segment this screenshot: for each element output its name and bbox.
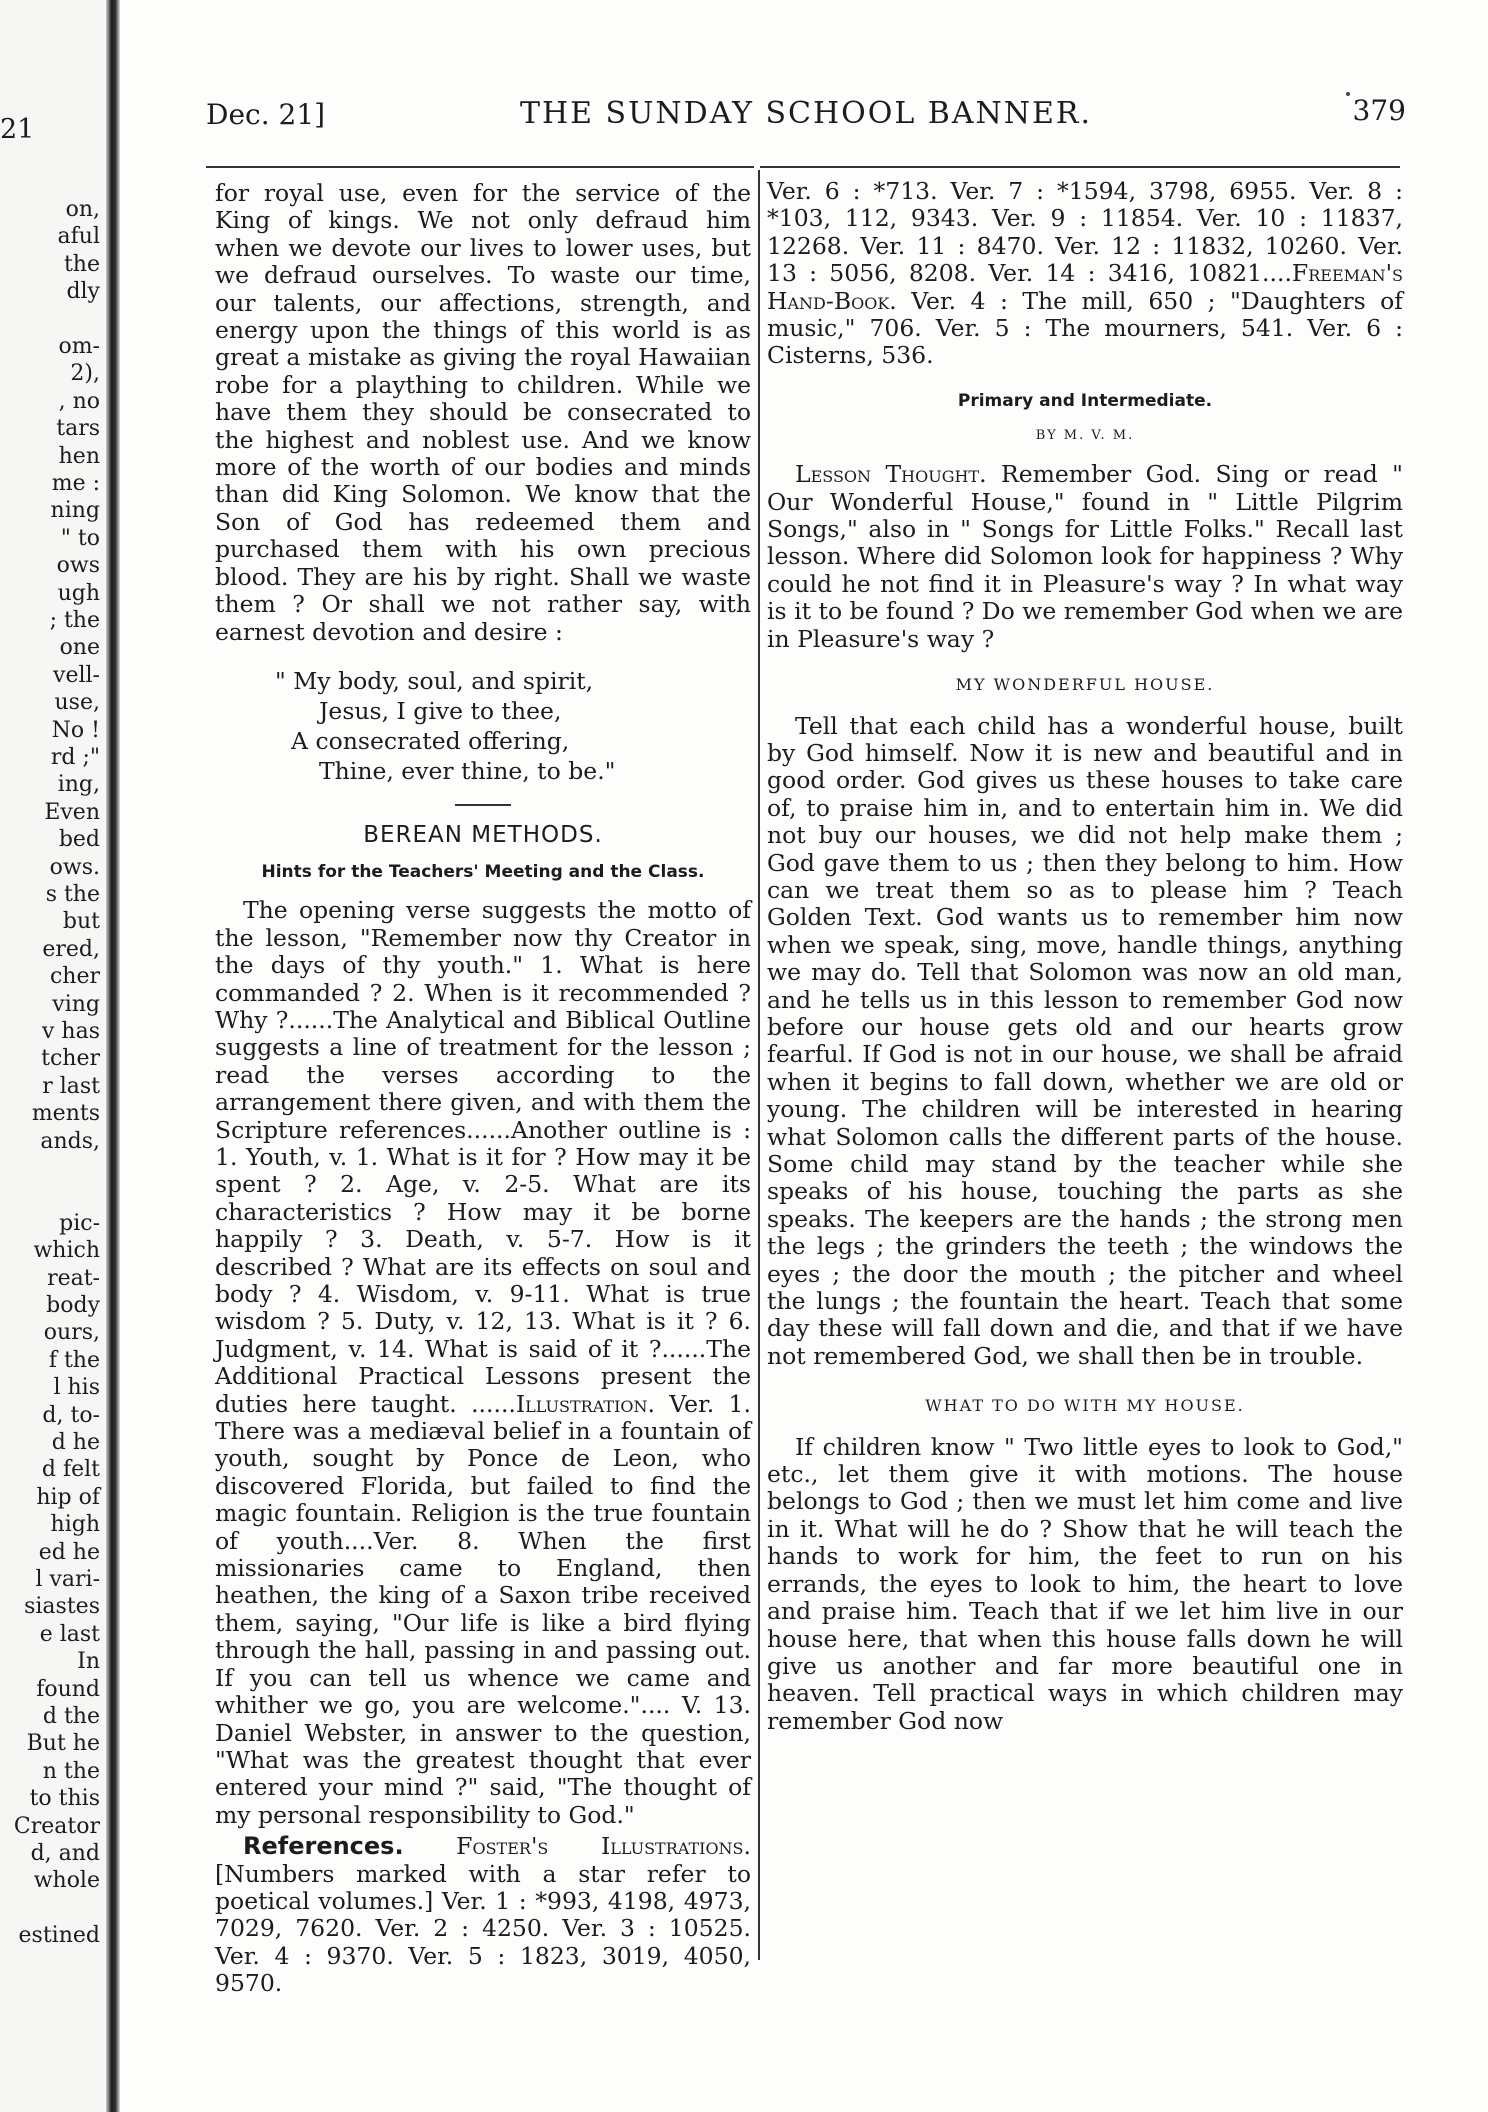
book-gutter xyxy=(106,0,120,2112)
previous-page-fragment: n the xyxy=(42,1758,100,1784)
references-body: [Numbers marked with a star refer to poetical volumes.] Ver. 1 : *993, 4198, 4973, 7029, 7620. Ver. 2 : 4250. Ver. 3 : 10525. Ver. 4 : 9370. Ver. 5 : 1823, 3019, 4050, 9570. xyxy=(215,1859,751,1998)
references-continued xyxy=(767,178,1403,370)
previous-page-fragment: bed xyxy=(58,827,100,853)
references-label: References. xyxy=(243,1832,404,1861)
previous-page-fragment: " to xyxy=(60,525,100,551)
previous-page-fragment: hen xyxy=(58,443,100,469)
previous-page-fragment: rd ;" xyxy=(50,745,100,770)
freeman-label: Freeman's Hand-Book. xyxy=(767,259,1403,315)
previous-page-fragment: found xyxy=(36,1676,100,1702)
previous-page-fragment: the xyxy=(63,251,100,277)
previous-page-fragment: ; the xyxy=(49,608,100,633)
section-subtitle: Hints for the Teachers' Meeting and the Class. xyxy=(261,862,705,883)
subheading: WHAT TO DO WITH MY HOUSE. xyxy=(925,1396,1245,1416)
header-date: Dec. 21] xyxy=(206,98,326,131)
previous-page-fragment: v has xyxy=(42,1019,100,1044)
previous-page-fragment: d felt xyxy=(41,1457,100,1483)
previous-page-fragment: tcher xyxy=(41,1046,100,1072)
previous-page-fragment: tars xyxy=(56,416,100,442)
previous-page-fragment: aful xyxy=(57,224,100,250)
berean-methods-body xyxy=(215,897,751,1829)
references-paragraph xyxy=(215,1833,751,1997)
page-header xyxy=(206,94,1406,138)
right-column xyxy=(767,178,1403,1735)
previous-page-fragment: ows. xyxy=(49,854,100,880)
previous-page-fragment: ing, xyxy=(57,772,100,798)
previous-page-fragment: ments xyxy=(31,1101,100,1127)
lesson-thought xyxy=(767,461,1403,653)
column-divider xyxy=(758,170,760,1960)
previous-page-fragment: In xyxy=(77,1649,100,1675)
previous-page-fragment: d, and xyxy=(30,1841,100,1866)
previous-page-fragment: high xyxy=(50,1512,100,1538)
header-rule-right xyxy=(760,166,1400,168)
page-number: 379 xyxy=(1352,94,1406,127)
previous-page-fragment: body xyxy=(46,1293,100,1318)
freeman-body: Ver. 4 : The mill, 650 ; "Daughters of music," 706. Ver. 5 : The mourners, 541. Ver. 6 : Cisterns, 536. xyxy=(767,286,1403,370)
previous-page-fragment: l his xyxy=(53,1375,100,1401)
previous-page-fragment: Even xyxy=(44,799,100,825)
previous-page-fragment: No ! xyxy=(51,717,100,743)
poem-line: A consecrated offering, xyxy=(291,726,570,755)
previous-page-fragment: f the xyxy=(48,1347,100,1373)
body-text: The opening verse suggests the motto of the lesson, "Remember now thy Creator in the days of thy youth." 1. What is here commanded ? 2. When is it recommended ? Why ?......The Analytical and Biblical Outline suggests a line of treatment for the lesson ; read the verses according to the arrangement there given, and with them the Scripture references......Another outline is : 1. Youth, v. 1. What is it for ? How may it be spent ? 2. Age, v. 2-5. What are its characteristics ? How may it be borne happily ? 3. Death, v. 5-7. How is it described ? What are its effects on soul and body ? 4. Wisdom, v. 9-11. What is true wisdom ? 5. Duty, v. 12, 13. What is it ? 6. Judgment, v. 14. What is said of it ?......The Additional Practical Lessons present the duties here taught. ...... xyxy=(215,896,751,1418)
previous-page-fragment: ugh xyxy=(57,580,100,606)
poem-line: " My body, soul, and spirit, xyxy=(275,666,594,695)
previous-page-fragment: 2), xyxy=(70,361,100,387)
previous-page-fragment: siastes xyxy=(24,1594,100,1620)
header-title: THE SUNDAY SCHOOL BANNER. xyxy=(519,96,1093,131)
previous-page-fragment: ands, xyxy=(40,1128,100,1154)
body-text: Ver. 1. There was a mediæval belief in a fountain of youth, sought by Ponce de Leon, who discovered Florida, but failed to find the magic fountain. Religion is the true fountain of youth....Ver. 8. When the first missionaries came to England, then heathen, the king of a Saxon tribe received them, saying, "Our life is like a bird flying through the hall, passing in and passing out. If you can tell us whence we came and whither we go, you are welcome.".... V. 13. Daniel Webster, in answer to the question, "What was the greatest thought that ever entered your mind ?" said, "The thought of my personal responsibility to God." xyxy=(215,1389,751,1829)
previous-page-fragment: ed he xyxy=(38,1539,100,1565)
previous-page-fragment: ving xyxy=(52,991,100,1017)
opening-paragraph: for royal use, even for the service of the King of kings. We not only defraud him when we devote our lives to lower uses, but we defraud ourselves. To waste our time, our talents, our affections, strength, and energy upon the things of this world is as great a mistake as giving the royal Hawaiian robe for a plaything to children. While we have them they should be consecrated to the highest and noblest use. And we know more of the worth of our bodies and minds than did King Solomon. We know that the Son of God has redeemed them and purchased them with his own precious blood. They are his by right. Shall we waste them ? Or shall we not rather say, with earnest devotion and desire : xyxy=(215,179,751,646)
previous-page-fragment: cher xyxy=(49,964,100,990)
previous-page-fragment: s the xyxy=(45,882,100,907)
header-rule-left xyxy=(206,166,754,168)
section-title: BEREAN METHODS. xyxy=(363,821,603,848)
previous-page-fragment: ered, xyxy=(42,936,100,962)
what-to-do-body: If children know " Two little eyes to look to God," etc., let them give it with motions. The house belongs to God ; then we must let him come and live in it. What will he do ? Show that he will teach the hands to work for him, the feet to run on his errands, the eyes to look to him, the heart to love and praise him. Teach that if we let him live in our house here, that when this house falls down he will give us another and far more beautiful one in heaven. Tell practical ways in which children may remember God now xyxy=(767,1432,1403,1735)
illustration-label: Illustration. xyxy=(515,1389,655,1418)
previous-page-fragment: to this xyxy=(29,1786,100,1812)
references-list: Ver. 6 : *713. Ver. 7 : *1594, 3798, 6955. Ver. 8 : *103, 112, 9343. Ver. 9 : 11854. Ver. 10 : 11837, 12268. Ver. 11 : 8470. Ver. 12 : 11832, 10260. Ver. 13 : 5056, 8208. Ver. 14 : 3416, 10821.... xyxy=(767,177,1403,288)
previous-page-fragment: ows xyxy=(56,553,100,579)
poem-line: Jesus, I give to thee, xyxy=(319,696,562,725)
previous-page-fragment: r last xyxy=(42,1073,100,1099)
page xyxy=(120,0,1488,2112)
wonderful-house-body: Tell that each child has a wonderful house, built by God himself. Now it is new and beautiful and in good order. God gives us these houses to take care of, to praise him in, and to entertain him in. We did not buy our houses, we did not help make them ; God gave them to us ; then they belong to him. How can we treat them so as to please him ? Teach Golden Text. God wants us to remember him now when we speak, sing, move, handle things, anything we may do. Tell that Solomon was now an old man, and he tells us in this lesson to remember God now before our house gets old and our hearts grow fearful. If God is not in our house, we shall be afraid when it begins to fall down, whether we are old or young. The children will be interested in hearing what Solomon calls the different parts of the house. Some child may stand by the teacher while she speaks of his house, touching the parts as she speaks. The keepers are the hands ; the strong men the legs ; the grinders the teeth ; the windows the eyes ; the door the mouth ; the pitcher and wheel the lungs ; the fountain the heart. Teach that some day these will fall down and die, and that if we have not remembered God, we shall then be in trouble. xyxy=(767,711,1403,1370)
previous-page-number: 21 xyxy=(0,114,35,145)
previous-page-fragment: use, xyxy=(54,690,100,716)
previous-page-fragment: ours, xyxy=(43,1320,100,1346)
previous-page-fragment: reat- xyxy=(47,1265,100,1291)
previous-page-fragment: hip of xyxy=(36,1484,100,1510)
previous-page-edge xyxy=(0,0,116,2112)
previous-page-fragment: d he xyxy=(51,1430,100,1455)
previous-page-fragment: one xyxy=(59,635,100,661)
print-speck xyxy=(1346,92,1350,96)
previous-page-fragment: vell- xyxy=(53,662,100,688)
section-title: Primary and Intermediate. xyxy=(957,390,1213,411)
poem-line: Thine, ever thine, to be." xyxy=(319,756,616,785)
previous-page-fragment: om- xyxy=(58,334,100,359)
previous-page-fragment: l vari- xyxy=(35,1567,100,1592)
previous-page-fragment: pic- xyxy=(59,1210,100,1236)
byline: BY M. V. M. xyxy=(1035,427,1135,443)
lesson-thought-body: Remember God. Sing or read " Our Wonderful House," found in " Little Pilgrim Songs," also in " Songs for Little Folks." Recall last lesson. Where did Solomon look for happiness ? Why could he not find it in Pleasure's way ? In what way is it to be found ? Do we remember God when we are in Pleasure's way ? xyxy=(767,460,1403,653)
previous-page-fragment: ning xyxy=(50,498,100,524)
lesson-thought-label: Lesson Thought. xyxy=(795,460,987,489)
left-column xyxy=(215,180,751,1998)
previous-page-fragment: but xyxy=(62,909,100,935)
subheading: MY WONDERFUL HOUSE. xyxy=(955,675,1215,695)
previous-page-fragment: d, to- xyxy=(42,1402,100,1428)
section-divider xyxy=(455,804,511,806)
previous-page-fragment: dly xyxy=(66,279,100,305)
previous-page-fragment: estined xyxy=(18,1923,100,1949)
previous-page-fragment: Creator xyxy=(13,1813,100,1839)
previous-page-fragment: which xyxy=(33,1238,100,1264)
previous-page-fragment: But he xyxy=(26,1731,100,1757)
previous-page-fragment: d the xyxy=(42,1704,100,1729)
previous-page-fragment: e last xyxy=(39,1621,100,1647)
references-source: Foster's Illustrations. xyxy=(456,1832,751,1861)
previous-page-fragment: , no xyxy=(58,388,100,414)
previous-page-fragment: me : xyxy=(51,471,100,496)
previous-page-fragment: on, xyxy=(65,197,100,222)
previous-page-fragment: whole xyxy=(33,1868,100,1894)
poem xyxy=(215,666,751,786)
